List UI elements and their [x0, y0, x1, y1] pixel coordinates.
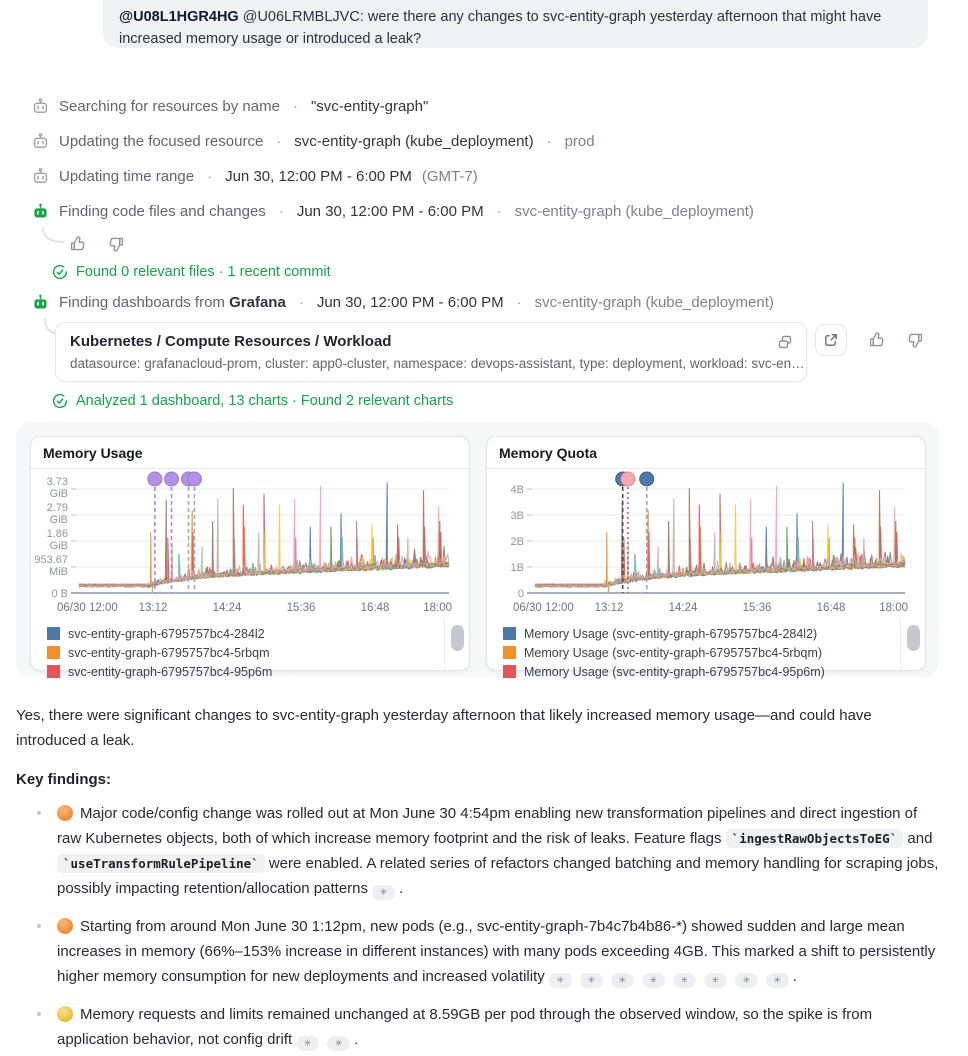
chart-title: Memory Usage — [31, 437, 469, 469]
svg-text:GiB: GiB — [49, 540, 68, 552]
legend-scroll-track — [444, 619, 445, 670]
robot-icon — [32, 168, 49, 185]
answer-paragraph: Yes, there were significant changes to svc-entity-graph yesterday afternoon that likely increased memory usage—and could have introduced a leak. — [16, 707, 872, 749]
thumbs-up-button[interactable] — [867, 331, 885, 349]
citation-chip[interactable]: ✳ — [735, 973, 758, 988]
external-link-icon — [823, 332, 839, 348]
legend-swatch — [503, 646, 516, 659]
step-label: Finding dashboards from Grafana — [59, 294, 286, 311]
annotation-marker[interactable] — [640, 472, 654, 486]
svg-text:GiB: GiB — [49, 488, 68, 500]
orange-circle-icon — [57, 805, 73, 821]
step-row — [0, 124, 968, 159]
svg-text:18:00: 18:00 — [879, 602, 908, 614]
svg-text:14:24: 14:24 — [212, 602, 242, 614]
step-label: Finding code files and changes — [59, 203, 266, 220]
annotation-marker[interactable] — [621, 472, 635, 486]
svg-text:15:36: 15:36 — [742, 602, 772, 614]
svg-text:13:12: 13:12 — [594, 602, 624, 614]
chart-legend — [31, 621, 469, 679]
step-value: Jun 30, 12:00 PM - 6:00 PM — [225, 168, 412, 185]
svg-text:953.67: 953.67 — [34, 554, 68, 566]
finding-item: Memory requests and limits remained unchanged at 8.59GB per pod through the observed window, so the spike is from application behavior, not config drift ✳ ✳ . — [57, 1002, 942, 1052]
annotation-marker[interactable] — [165, 472, 179, 486]
separator-dot: · — [276, 133, 282, 150]
grafana-brand: Grafana — [229, 294, 286, 311]
svg-text:1.86: 1.86 — [46, 528, 68, 540]
legend-swatch — [47, 646, 60, 659]
citation-chip[interactable]: ✳ — [549, 973, 572, 988]
step-label: Searching for resources by name — [59, 98, 280, 115]
orange-circle-icon — [57, 918, 73, 934]
svg-text:3B: 3B — [510, 510, 524, 522]
chart-legend — [487, 621, 925, 679]
code-files-status-text: Found 0 relevant files · 1 recent commit — [76, 264, 331, 280]
citation-chip[interactable]: ✳ — [642, 973, 665, 988]
legend-item[interactable] — [47, 643, 469, 662]
annotation-marker[interactable] — [187, 472, 201, 486]
thumbs-down-button[interactable] — [108, 235, 126, 253]
svg-text:06/30 12:00: 06/30 12:00 — [57, 602, 118, 614]
svg-text:13:12: 13:12 — [138, 602, 168, 614]
legend-scroll-track — [900, 619, 901, 670]
finding-item: Major code/config change was rolled out at Mon June 30 4:54pm enabling new transformation pipelines and direct ingestion of raw Kubernetes objects, both of which increase memory footprint and the risk of leaks. Feature flags `ingestRawObjectsToEG` and `useTransformRulePipeline` were enabled. A related series of refactors changed batching and memory handling for scraping jobs, possibly impacting retention/allocation patterns ✳ . — [57, 801, 942, 901]
thumbs-up-button[interactable] — [68, 235, 86, 253]
step-row — [0, 89, 968, 124]
legend-item[interactable] — [47, 624, 469, 643]
yellow-circle-icon — [57, 1006, 73, 1022]
robot-icon — [32, 98, 49, 115]
legend-swatch — [503, 665, 516, 678]
legend-item[interactable] — [503, 624, 925, 643]
step-value: "svc-entity-graph" — [310, 98, 429, 115]
quoted-user-message — [103, 0, 928, 48]
step-resource: svc-entity-graph (kube_deployment) — [534, 294, 774, 311]
memory-quota-chart — [487, 469, 923, 619]
code-step-feedback — [0, 229, 968, 259]
step-row — [0, 159, 968, 194]
memory-usage-chart-card — [30, 436, 470, 679]
dashboard-subtitle: datasource: grafanacloud-prom, cluster: app0-cluster, namespace: devops-assistant, type: deployment, workload: svc-en… — [70, 356, 805, 371]
dashboard-title: Kubernetes / Compute Resources / Workload — [70, 333, 392, 350]
feature-flag-code: `useTransformRulePipeline` — [57, 854, 265, 873]
legend-swatch — [47, 627, 60, 640]
svg-text:2B: 2B — [510, 536, 524, 548]
separator-dot: · — [292, 98, 298, 115]
annotation-marker[interactable] — [148, 472, 162, 486]
svg-text:GiB: GiB — [49, 514, 68, 526]
thread-connector — [40, 227, 66, 247]
step-suffix: (GMT-7) — [421, 168, 478, 185]
citation-chip[interactable]: ✳ — [296, 1036, 319, 1051]
svg-text:15:36: 15:36 — [286, 602, 316, 614]
legend-item[interactable] — [47, 662, 469, 681]
key-findings-heading: Key findings: — [16, 771, 112, 788]
svg-text:1B: 1B — [510, 562, 524, 574]
check-circle-icon — [52, 393, 68, 409]
svg-text:18:00: 18:00 — [423, 602, 452, 614]
citation-chip[interactable]: ✳ — [372, 885, 395, 900]
check-circle-icon — [52, 264, 68, 280]
legend-label: Memory Usage (svc-entity-graph-6795757bc4-95p6m) — [524, 664, 825, 679]
citation-chip[interactable]: ✳ — [611, 973, 634, 988]
thumbs-down-button[interactable] — [907, 331, 925, 349]
svg-text:2.79: 2.79 — [46, 502, 68, 514]
legend-item[interactable] — [503, 643, 925, 662]
copy-icon[interactable] — [776, 333, 794, 351]
step-label: Updating time range — [59, 168, 195, 185]
robot-icon — [32, 133, 49, 150]
citation-chip[interactable]: ✳ — [327, 1036, 350, 1051]
citation-chip[interactable]: ✳ — [704, 973, 727, 988]
step-suffix: svc-entity-graph (kube_deployment) — [514, 203, 754, 220]
charts-panel — [16, 422, 940, 677]
legend-swatch — [47, 665, 60, 678]
legend-scrollbar[interactable] — [907, 625, 920, 651]
step-row — [0, 194, 968, 229]
svg-text:0: 0 — [517, 588, 524, 600]
separator-dot: · — [496, 203, 502, 220]
separator-dot: · — [207, 168, 213, 185]
step-time-range: Jun 30, 12:00 PM - 6:00 PM — [316, 294, 504, 311]
key-findings-list — [0, 801, 968, 1052]
dashboard-card[interactable] — [55, 322, 807, 382]
svg-text:14:24: 14:24 — [668, 602, 698, 614]
svg-text:06/30 12:00: 06/30 12:00 — [513, 602, 574, 614]
dashboard-status — [0, 388, 968, 414]
legend-label: svc-entity-graph-6795757bc4-284l2 — [68, 626, 265, 641]
robot-icon — [32, 294, 49, 311]
separator-dot: · — [298, 294, 304, 311]
legend-label: Memory Usage (svc-entity-graph-6795757bc4-5rbqm) — [524, 645, 823, 660]
chart-title: Memory Quota — [487, 437, 925, 469]
separator-dot: · — [278, 203, 284, 220]
memory-usage-chart — [31, 469, 467, 619]
tool-steps — [0, 89, 968, 229]
legend-label: svc-entity-graph-6795757bc4-95p6m — [68, 664, 273, 679]
robot-icon — [32, 203, 49, 220]
citation-chip[interactable]: ✳ — [766, 973, 789, 988]
legend-item[interactable] — [503, 662, 925, 681]
dashboard-card-row — [55, 322, 968, 382]
code-files-status — [0, 259, 968, 285]
separator-dot: · — [546, 133, 552, 150]
mention-author: @U08L1HGR4HG — [119, 9, 239, 25]
step-value: svc-entity-graph (kube_deployment) — [294, 133, 534, 150]
svg-text:MiB: MiB — [49, 566, 68, 578]
legend-label: Memory Usage (svc-entity-graph-6795757bc4-284l2) — [524, 626, 818, 641]
legend-swatch — [503, 627, 516, 640]
step-suffix: prod — [564, 133, 595, 150]
svg-text:0 B: 0 B — [51, 588, 68, 600]
svg-text:3.73: 3.73 — [46, 476, 68, 488]
grafana-step — [0, 285, 968, 320]
legend-scrollbar[interactable] — [451, 625, 464, 651]
separator-dot: · — [516, 294, 522, 311]
finding-item: Starting from around Mon June 30 1:12pm, new pods (e.g., svc-entity-graph-7b4c7b4b86-*) showed sudden and large mean increases in memory (66%–153% increase in different instances) with many pods exceeding 4GB. This marked a shift to persistently higher memory consumption for new deployments and increased volatility ✳ ✳ ✳ ✳ ✳ ✳ ✳ ✳ . — [57, 914, 942, 989]
dashboard-status-text: Analyzed 1 dashboard, 13 charts · Found 2 relevant charts — [76, 393, 454, 409]
quoted-text: @U06LRMBLJVC: were there any changes to svc-entity-graph yesterday afternoon that might have increased memory usage or introduced a leak? — [119, 9, 882, 47]
legend-label: svc-entity-graph-6795757bc4-5rbqm — [68, 645, 270, 660]
memory-quota-chart-card — [486, 436, 926, 679]
assistant-answer — [16, 703, 940, 792]
step-value: Jun 30, 12:00 PM - 6:00 PM — [296, 203, 484, 220]
svg-text:4B: 4B — [510, 484, 524, 496]
citation-chip[interactable]: ✳ — [673, 973, 696, 988]
step-label: Updating the focused resource — [59, 133, 264, 150]
feature-flag-code: `ingestRawObjectsToEG` — [726, 829, 904, 848]
svg-text:16:48: 16:48 — [360, 602, 390, 614]
open-external-button[interactable] — [815, 324, 847, 356]
svg-text:16:48: 16:48 — [816, 602, 846, 614]
citation-chip[interactable]: ✳ — [580, 973, 603, 988]
